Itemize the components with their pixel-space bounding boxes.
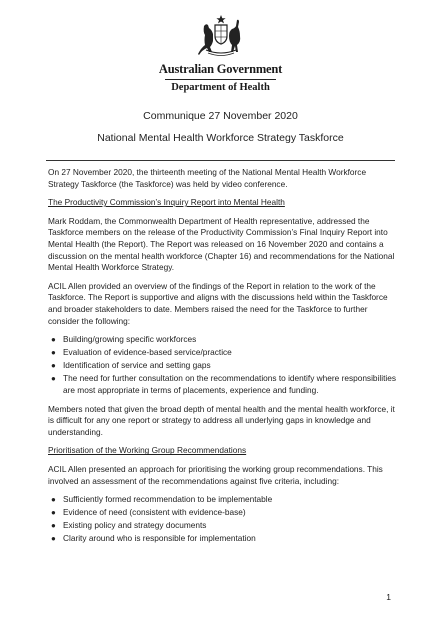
communique-title: Communique 27 November 2020 [143, 110, 298, 122]
list-item: ● Identification of service and setting gaps [51, 360, 211, 371]
department-name: Department of Health [171, 82, 270, 93]
taskforce-title: National Mental Health Workforce Strategy Taskforce [97, 132, 344, 144]
bullet-icon: ● [51, 361, 56, 371]
bullet-icon: ● [51, 534, 56, 544]
section-heading-prioritisation: Prioritisation of the Working Group Recommendations [48, 445, 247, 456]
bullet-icon: ● [51, 521, 56, 531]
bullet-icon: ● [51, 495, 56, 505]
title-divider [46, 160, 395, 161]
page-number: 1 [386, 592, 391, 602]
section-heading-inquiry-report: The Productivity Commission’s Inquiry Report into Mental Health [48, 197, 285, 208]
intro-paragraph: On 27 November 2020, the thirteenth meeting of the National Mental Health Workforce Strategy Taskforce (the Taskforce) was held by video conference. [48, 167, 367, 189]
list-item: ● Sufficiently formed recommendation to be implementable [51, 494, 273, 505]
criteria-list [48, 494, 398, 545]
paragraph-prioritisation-approach: ACIL Allen presented an approach for prioritising the working group recommendations. This involved an assessment of the recommendations against five criteria, including: [48, 463, 383, 486]
paragraph-acil-overview: ACIL Allen provided an overview of the findings of the Report in relation to the work of the Taskforce. The Report is supportive and aligns with the discussions held within the Taskforce and broader stakeholders to date. Members raised the need for the Taskforce to further consider the following: [48, 280, 388, 326]
list-item: ● Existing policy and strategy documents [51, 520, 207, 531]
government-name: Australian Government [158, 62, 283, 76]
list-item: ● Clarity around who is responsible for implementation [51, 533, 256, 544]
list-item: ● Evidence of need (consistent with evidence-base) [51, 507, 246, 518]
bullet-icon: ● [51, 508, 56, 518]
bullet-icon: ● [51, 348, 56, 358]
coat-of-arms-icon [196, 14, 246, 58]
list-item: ● The need for further consultation on the recommendations to identify where responsibilities are most appropriate in terms of placements, experience and funding. [51, 373, 396, 395]
bullet-icon: ● [51, 374, 56, 384]
considerations-list [48, 334, 398, 396]
paragraph-report-release: Mark Roddam, the Commonwealth Department of Health representative, addressed the Taskforce members on the release of the Productivity Commission’s Final Inquiry Report into Mental Health (the Report). The Report was released on 16 November 2020 and contains a discussion on the mental health workforce (Chapter 16) and recommendations for the National Mental Health Workforce Strategy. [48, 215, 395, 273]
bullet-icon: ● [51, 335, 56, 345]
list-item: ● Building/growing specific workforces [51, 334, 197, 345]
header-divider [165, 79, 276, 80]
paragraph-members-noted: Members noted that given the broad depth of mental health and the mental health workforce, it is difficult for any one report or strategy to address all underlying gaps in knowledge and understanding. [48, 403, 395, 437]
document-body [48, 167, 398, 552]
list-item: ● Evaluation of evidence-based service/practice [51, 347, 232, 358]
